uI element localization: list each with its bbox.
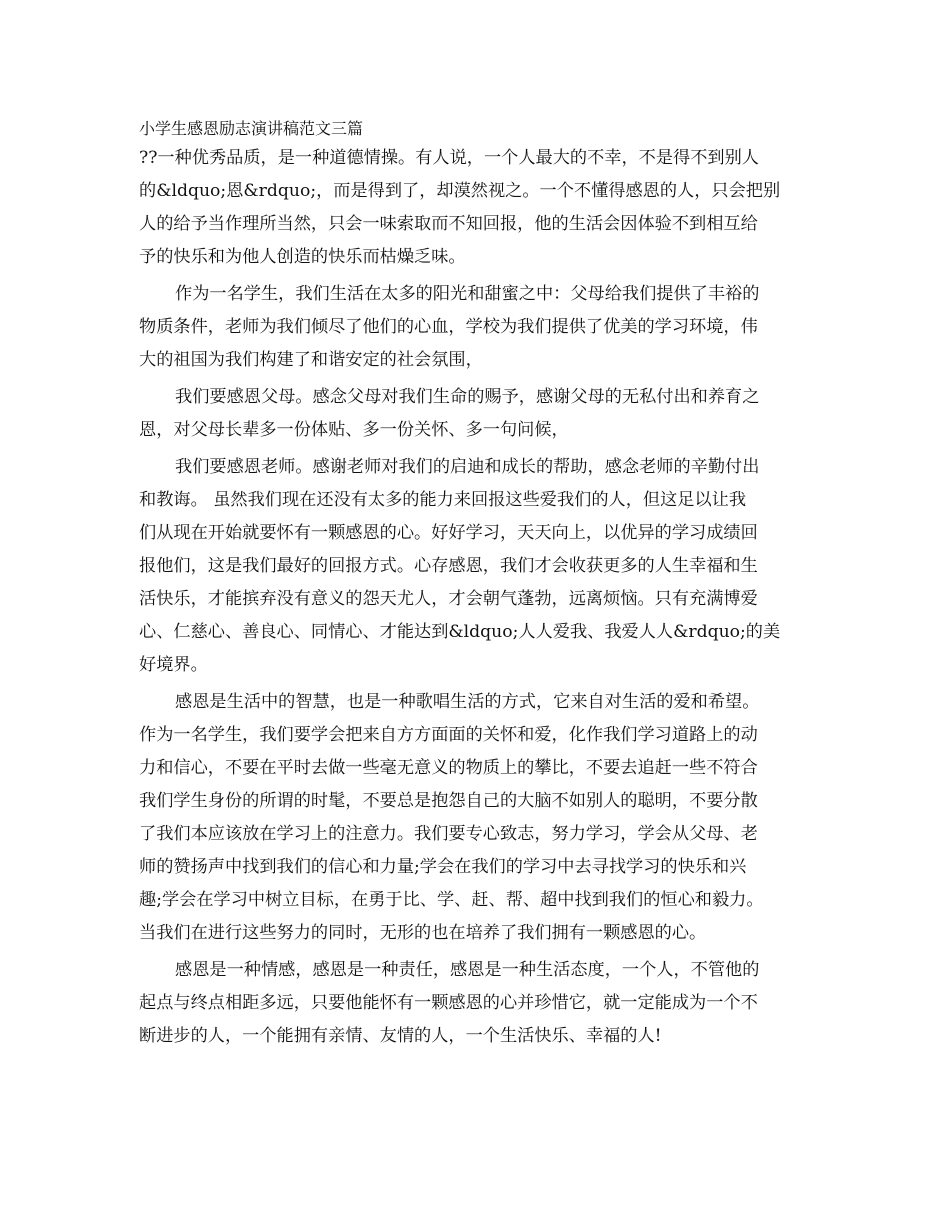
text-line: 们从现在开始就要怀有一颗感恩的心。好好学习，天天向上，以优异的学习成绩回: [139, 523, 758, 543]
text-line: 予的快乐和为他人创造的快乐而枯燥乏味。: [139, 247, 466, 267]
text-line: 好境界。: [139, 655, 208, 675]
text-line: 感恩是一种情感，感恩是一种责任，感恩是一种生活态度，一个人，不管他的: [175, 960, 760, 980]
text-line: 心、仁慈心、善良心、同情心、才能达到&ldquo;人人爱我、我爱人人&rdquo;的美: [139, 622, 781, 642]
text-line: 当我们在进行这些努力的同时，无形的也在培养了我们拥有一颗感恩的心。: [139, 923, 707, 943]
text-line: 感恩是生活中的智慧，也是一种歌唱生活的方式，它来自对生活的爱和希望。: [175, 692, 760, 712]
text-line: ??一种优秀品质，是一种道德情操。有人说，一个人最大的不幸，不是得不到别人: [139, 148, 759, 168]
text-line: 报他们，这是我们最好的回报方式。心存感恩，我们才会收获更多的人生幸福和生: [139, 556, 758, 576]
document-title: 小学生感恩励志演讲稿范文三篇: [139, 119, 364, 138]
text-line: 和教诲。 虽然我们现在还没有太多的能力来回报这些爱我们的人，但这足以让我: [139, 490, 747, 510]
text-line: 趣;学会在学习中树立目标，在勇于比、学、赶、帮、超中找到我们的恒心和毅力。: [139, 890, 764, 910]
text-line: 断进步的人，一个能拥有亲情、友情的人，一个生活快乐、幸福的人!: [139, 1026, 662, 1046]
text-line: 作为一名学生，我们要学会把来自方方面面的关怀和爱，化作我们学习道路上的动: [139, 725, 758, 745]
text-line: 大的祖国为我们构建了和谐安定的社会氛围，: [139, 350, 483, 370]
text-line: 力和信心，不要在平时去做一些毫无意义的物质上的攀比，不要去追赶一些不符合: [139, 758, 758, 778]
text-line: 的&ldquo;恩&rdquo;，而是得到了，却漠然视之。一个不懂得感恩的人，只会把别: [139, 181, 781, 201]
text-line: 物质条件，老师为我们倾尽了他们的心血，学校为我们提供了优美的学习环境，伟: [139, 317, 758, 337]
text-line: 师的赞扬声中找到我们的信心和力量;学会在我们的学习中去寻找学习的快乐和兴: [139, 857, 747, 877]
document-body: [139, 142, 827, 1053]
text-line: 我们要感恩老师。感谢老师对我们的启迪和成长的帮助，感念老师的辛勤付出: [175, 457, 760, 477]
text-line: 作为一名学生，我们生活在太多的阳光和甜蜜之中：父母给我们提供了丰裕的: [175, 284, 760, 304]
text-line: 起点与终点相距多远，只要他能怀有一颗感恩的心并珍惜它，就一定能成为一个不: [139, 993, 758, 1013]
text-line: 我们要感恩父母。感念父母对我们生命的赐予，感谢父母的无私付出和养育之: [175, 387, 760, 407]
text-line: 了我们本应该放在学习上的注意力。我们要专心致志，努力学习，学会从父母、老: [139, 824, 758, 844]
text-line: 活快乐，才能摈弃没有意义的怨天尤人，才会朝气蓬勃，远离烦恼。只有充满博爱: [139, 589, 758, 609]
text-line: 人的给予当作理所当然，只会一味索取而不知回报，他的生活会因体验不到相互给: [139, 214, 758, 234]
text-line: 我们学生身份的所谓的时髦，不要总是抱怨自己的大脑不如别人的聪明，不要分散: [139, 791, 758, 811]
text-line: 恩，对父母长辈多一份体贴、多一份关怀、多一句问候，: [139, 420, 569, 440]
